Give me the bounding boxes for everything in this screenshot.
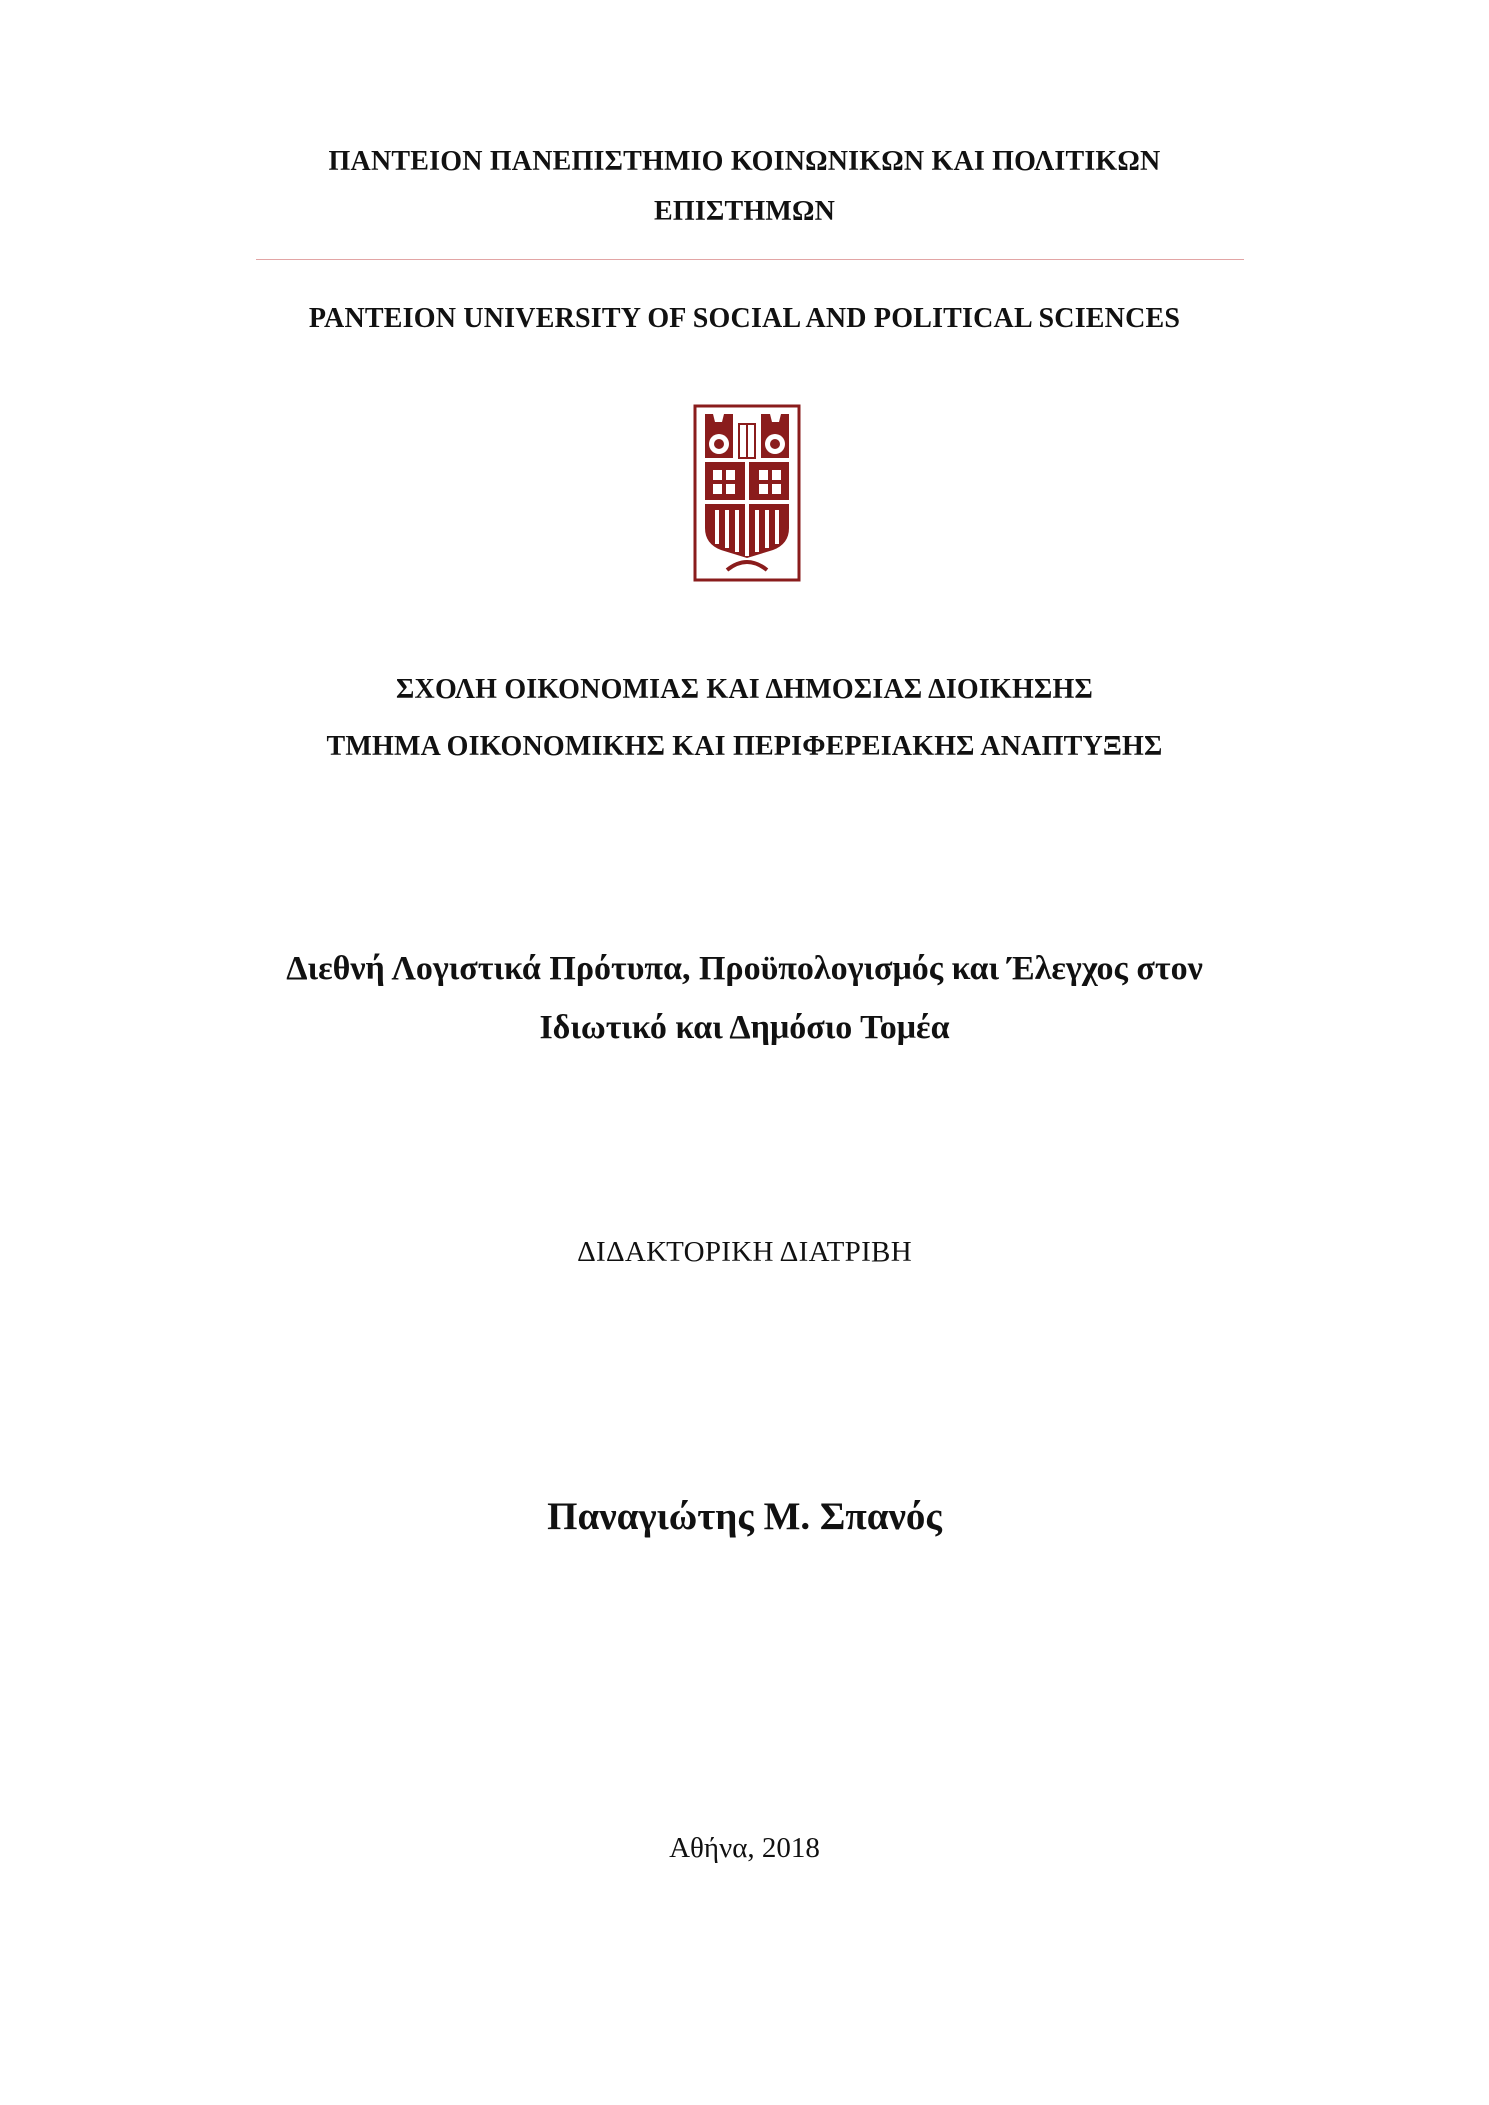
university-name-greek-line2: ΕΠΙΣΤΗΜΩΝ <box>654 196 835 227</box>
department-name: ΤΜΗΜΑ ΟΙΚΟΝΟΜΙΚΗΣ ΚΑΙ ΠΕΡΙΦΕΡΕΙΑΚΗΣ ΑΝΑΠΤΥΞΗΣ <box>326 731 1163 762</box>
faculty-name: ΣΧΟΛΗ ΟΙΚΟΝΟΜΙΑΣ ΚΑΙ ΔΗΜΟΣΙΑΣ ΔΙΟΙΚΗΣΗΣ <box>396 674 1093 705</box>
thesis-title-line1: Διεθνή Λογιστικά Πρότυπα, Προϋπολογισμός και Έλεγχος στον <box>286 950 1203 987</box>
header-divider <box>256 259 1244 260</box>
university-name-greek-line1: ΠΑΝΤΕΙΟΝ ΠΑΝΕΠΙΣΤΗΜΙΟ ΚΟΙΝΩΝΙΚΩΝ ΚΑΙ ΠΟΛΙΤΙΚΩΝ <box>328 146 1161 177</box>
author-name: Παναγιώτης Μ. Σπανός <box>547 1495 942 1538</box>
university-name-english: PANTEION UNIVERSITY OF SOCIAL AND POLITICAL SCIENCES <box>308 303 1181 334</box>
university-crest-icon <box>693 404 801 582</box>
document-type: ΔΙΔΑΚΤΟΡΙΚΗ ΔΙΑΤΡΙΒΗ <box>577 1236 912 1268</box>
thesis-title-line2: Ιδιωτικό και Δημόσιο Τομέα <box>539 1009 950 1046</box>
place-and-date: Αθήνα, 2018 <box>669 1832 820 1864</box>
